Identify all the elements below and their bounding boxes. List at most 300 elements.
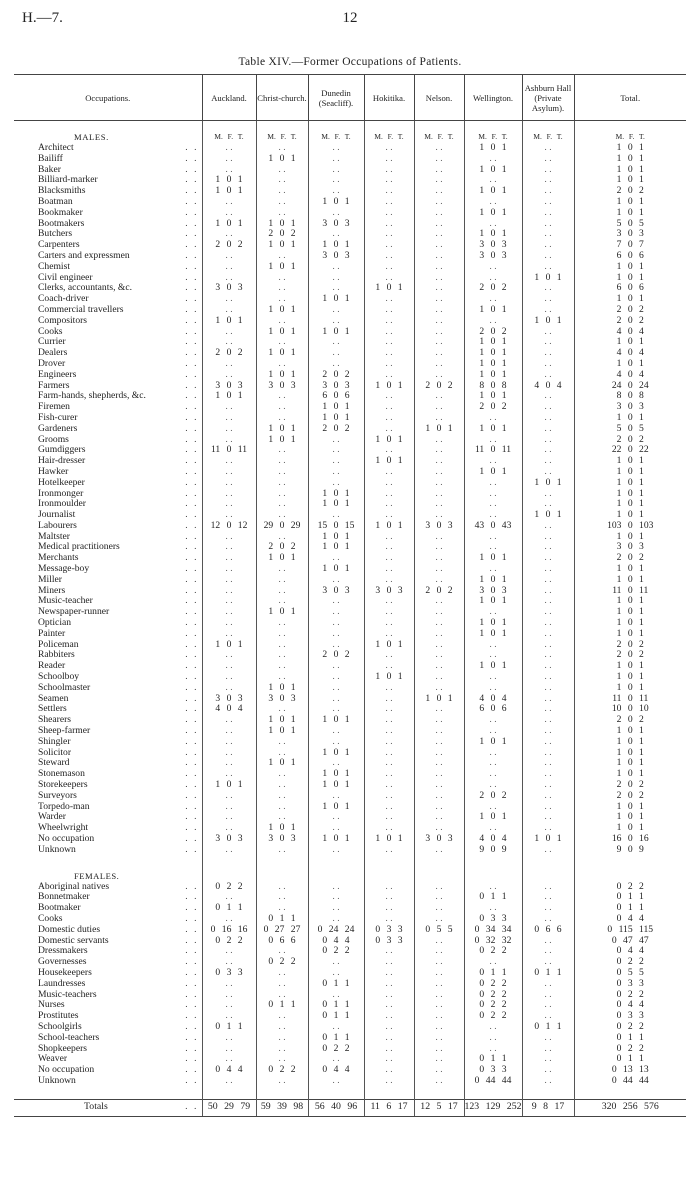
occupation-cell xyxy=(14,413,202,424)
empty-dots: . . xyxy=(225,1000,233,1011)
gap-cell xyxy=(522,1087,574,1100)
count-cell xyxy=(574,661,686,672)
empty-dots: . . xyxy=(278,736,286,747)
table-row xyxy=(14,683,686,694)
leader-dots: . . xyxy=(185,661,199,672)
cell-value: 1 0 1 xyxy=(616,196,644,207)
empty-dots: . . xyxy=(435,946,443,957)
count-cell xyxy=(574,283,686,294)
occupation-wrap xyxy=(38,607,202,618)
count-cell xyxy=(256,143,308,154)
empty-dots: . . xyxy=(278,294,286,305)
occupation-wrap xyxy=(38,251,202,262)
count-cell xyxy=(256,521,308,532)
table-title: Table XIV.—Former Occupations of Patients. xyxy=(238,56,462,68)
occupation-wrap xyxy=(38,532,202,543)
count-cell xyxy=(364,1033,414,1044)
empty-dots: . . xyxy=(278,780,286,791)
count-cell xyxy=(574,1022,686,1033)
count-cell xyxy=(256,618,308,629)
count-cell xyxy=(574,1076,686,1087)
count-cell xyxy=(364,834,414,845)
count-cell xyxy=(308,823,364,834)
gap-cell xyxy=(464,856,522,868)
occupation-wrap xyxy=(38,337,202,348)
count-cell xyxy=(202,370,256,381)
occupation-cell xyxy=(14,532,202,543)
count-cell xyxy=(308,1011,364,1022)
count-cell xyxy=(364,229,414,240)
cell-value: 0 6 6 xyxy=(268,935,296,946)
count-cell xyxy=(464,262,522,273)
occupation-wrap xyxy=(38,1033,202,1044)
empty-dots: . . xyxy=(225,574,233,585)
cell-value: 1 0 1 xyxy=(425,693,453,704)
empty-dots: . . xyxy=(489,903,497,914)
count-cell xyxy=(414,186,464,197)
occupation-wrap xyxy=(38,510,202,521)
count-cell xyxy=(574,240,686,251)
count-cell xyxy=(464,553,522,564)
cell-value: 1 0 1 xyxy=(322,326,350,337)
empty-dots: . . xyxy=(332,693,340,704)
empty-dots: . . xyxy=(544,412,552,423)
count-cell xyxy=(574,968,686,979)
count-cell xyxy=(202,892,256,903)
occupation-cell xyxy=(14,240,202,251)
cell-value: 2 0 2 xyxy=(215,348,243,359)
empty-dots: . . xyxy=(332,812,340,823)
count-cell xyxy=(364,802,414,813)
occupation-cell xyxy=(14,990,202,1001)
col-wellington: Wellington. xyxy=(464,75,522,121)
leader-dots: . . xyxy=(185,639,199,650)
count-cell xyxy=(202,564,256,575)
empty-dots: . . xyxy=(278,989,286,1000)
count-cell xyxy=(464,370,522,381)
table-row xyxy=(14,165,686,176)
occupation-wrap xyxy=(38,812,202,823)
cell-value: 1 0 1 xyxy=(268,434,296,445)
count-cell xyxy=(308,629,364,640)
count-cell xyxy=(364,1011,414,1022)
empty-dots: . . xyxy=(544,935,552,946)
cell-value: 24 0 24 xyxy=(611,380,649,391)
occupation-wrap xyxy=(38,968,202,979)
occupation-name: Laundresses xyxy=(38,978,86,989)
count-cell xyxy=(414,424,464,435)
occupation-cell xyxy=(14,273,202,284)
count-cell xyxy=(308,914,364,925)
cell-value: 1 0 1 xyxy=(616,456,644,467)
occupation-wrap xyxy=(38,489,202,500)
count-cell xyxy=(574,914,686,925)
count-cell xyxy=(522,1022,574,1033)
table-row xyxy=(14,542,686,553)
cell-value: 3 0 3 xyxy=(268,693,296,704)
cell-value: 1 0 1 xyxy=(616,153,644,164)
cell-value: 2 0 2 xyxy=(268,542,296,553)
empty-dots: . . xyxy=(332,1075,340,1086)
empty-dots: . . xyxy=(435,639,443,650)
count-cell xyxy=(574,936,686,947)
count-cell xyxy=(464,979,522,990)
empty-dots: . . xyxy=(435,412,443,423)
count-cell xyxy=(574,780,686,791)
occupation-wrap xyxy=(38,575,202,586)
occupation-wrap xyxy=(38,629,202,640)
count-cell xyxy=(202,1044,256,1055)
count-cell xyxy=(202,769,256,780)
occupation-wrap xyxy=(38,348,202,359)
cell-value: 1 0 1 xyxy=(322,715,350,726)
empty-dots: . . xyxy=(332,143,340,153)
empty-dots: . . xyxy=(435,978,443,989)
occupation-wrap xyxy=(38,957,202,968)
cell-value: 3 0 3 xyxy=(479,585,507,596)
table-row xyxy=(14,661,686,672)
table-row xyxy=(14,1000,686,1011)
empty-dots: . . xyxy=(332,553,340,564)
count-cell xyxy=(522,769,574,780)
count-cell xyxy=(308,424,364,435)
count-cell xyxy=(522,1044,574,1055)
empty-dots: . . xyxy=(544,1054,552,1065)
count-cell xyxy=(414,791,464,802)
count-cell xyxy=(256,661,308,672)
empty-dots: . . xyxy=(435,726,443,737)
count-cell xyxy=(522,903,574,914)
count-cell xyxy=(256,564,308,575)
cell-value: 2 0 2 xyxy=(425,585,453,596)
empty-dots: . . xyxy=(332,823,340,834)
occupation-cell xyxy=(14,672,202,683)
count-cell xyxy=(202,219,256,230)
occupation-name: Aboriginal natives xyxy=(38,881,110,892)
count-cell xyxy=(308,661,364,672)
empty-dots: . . xyxy=(278,661,286,672)
cell-value: 9 0 9 xyxy=(479,844,507,855)
count-cell xyxy=(522,990,574,1001)
occupation-wrap xyxy=(38,316,202,327)
count-cell xyxy=(414,316,464,327)
count-cell xyxy=(202,154,256,165)
cell-value: 2 0 2 xyxy=(479,402,507,413)
leader-dots: . . xyxy=(185,391,199,402)
empty-dots: . . xyxy=(544,175,552,186)
cell-value: 1 0 1 xyxy=(375,834,403,844)
count-cell xyxy=(364,936,414,947)
cell-value: 2 0 2 xyxy=(322,369,350,380)
cell-value: 0 4 4 xyxy=(322,935,350,946)
cell-value: 0 32 32 xyxy=(474,935,512,946)
empty-dots: . . xyxy=(435,348,443,359)
empty-dots: . . xyxy=(435,553,443,564)
count-cell xyxy=(464,467,522,478)
empty-dots: . . xyxy=(278,574,286,585)
empty-dots: . . xyxy=(278,315,286,326)
cell-value: 1 0 1 xyxy=(268,240,296,251)
empty-dots: . . xyxy=(385,903,393,914)
empty-dots: . . xyxy=(278,175,286,186)
table-row xyxy=(14,262,686,273)
cell-value: 1 0 1 xyxy=(268,153,296,164)
empty-dots: . . xyxy=(435,261,443,272)
empty-dots: . . xyxy=(489,542,497,553)
cell-value: 2 0 2 xyxy=(616,186,644,197)
occupation-wrap xyxy=(38,715,202,726)
table-row xyxy=(14,305,686,316)
gap-cell xyxy=(574,1087,686,1100)
occupation-wrap xyxy=(38,143,202,154)
empty-dots: . . xyxy=(278,337,286,348)
count-cell xyxy=(256,769,308,780)
count-cell xyxy=(256,1011,308,1022)
count-cell xyxy=(414,478,464,489)
occupation-cell xyxy=(14,650,202,661)
empty-dots: . . xyxy=(278,283,286,294)
empty-dots: . . xyxy=(435,434,443,445)
count-cell xyxy=(522,812,574,823)
occupation-cell xyxy=(14,381,202,392)
count-cell xyxy=(364,564,414,575)
empty-dots: . . xyxy=(278,196,286,207)
count-cell xyxy=(364,370,414,381)
occupation-cell xyxy=(14,640,202,651)
count-cell xyxy=(464,1044,522,1055)
gap-cell xyxy=(202,856,256,868)
count-cell xyxy=(522,640,574,651)
occupation-name: Music-teachers xyxy=(38,989,97,1000)
count-cell xyxy=(308,596,364,607)
occupation-name: Painter xyxy=(38,628,66,639)
count-cell xyxy=(308,1033,364,1044)
empty-dots: . . xyxy=(278,747,286,758)
occupation-name: Bonnetmaker xyxy=(38,892,90,903)
empty-dots: . . xyxy=(544,1011,552,1022)
count-cell xyxy=(364,758,414,769)
cell-value: 2 0 2 xyxy=(479,283,507,294)
cell-value: 1 0 1 xyxy=(215,639,243,650)
empty-dots: . . xyxy=(225,607,233,618)
occupation-cell xyxy=(14,424,202,435)
empty-dots: . . xyxy=(544,261,552,272)
occupation-name: Cooks xyxy=(38,326,63,337)
count-cell xyxy=(522,618,574,629)
count-cell xyxy=(522,413,574,424)
empty-dots: . . xyxy=(544,337,552,348)
cell-value: 1 0 1 xyxy=(534,477,562,488)
count-cell xyxy=(574,305,686,316)
cell-value: 1 0 1 xyxy=(268,348,296,359)
count-cell xyxy=(574,294,686,305)
empty-dots: . . xyxy=(435,488,443,499)
count-cell xyxy=(308,586,364,597)
empty-dots: . . xyxy=(544,881,552,892)
count-cell xyxy=(464,618,522,629)
empty-dots: . . xyxy=(278,967,286,978)
occupation-wrap xyxy=(38,791,202,802)
column-header-row xyxy=(14,75,686,121)
empty-dots: . . xyxy=(544,574,552,585)
count-cell xyxy=(574,186,686,197)
count-cell xyxy=(364,640,414,651)
occupation-wrap xyxy=(38,596,202,607)
occupation-cell xyxy=(14,726,202,737)
count-cell xyxy=(464,936,522,947)
empty-dots: . . xyxy=(225,892,233,903)
empty-dots: . . xyxy=(332,704,340,715)
cell-value: 1 0 1 xyxy=(268,553,296,564)
count-cell xyxy=(414,575,464,586)
count-cell xyxy=(202,1011,256,1022)
occupation-name: Medical practitioners xyxy=(38,542,120,553)
table-row xyxy=(14,694,686,705)
empty-dots: . . xyxy=(544,682,552,693)
table-row xyxy=(14,737,686,748)
table-row xyxy=(14,936,686,947)
empty-dots: . . xyxy=(332,607,340,618)
empty-dots: . . xyxy=(332,283,340,294)
table-row xyxy=(14,327,686,338)
empty-dots: . . xyxy=(435,196,443,207)
empty-dots: . . xyxy=(489,801,497,812)
count-cell xyxy=(308,165,364,176)
count-cell xyxy=(464,165,522,176)
empty-dots: . . xyxy=(385,769,393,780)
cell-value: 0 1 1 xyxy=(479,967,507,978)
count-cell xyxy=(256,1065,308,1076)
count-cell xyxy=(574,337,686,348)
count-cell xyxy=(308,499,364,510)
occupation-wrap xyxy=(38,903,202,914)
leader-dots: . . xyxy=(185,957,199,968)
table-row xyxy=(14,381,686,392)
empty-dots: . . xyxy=(225,272,233,283)
occupation-wrap xyxy=(38,802,202,813)
count-cell xyxy=(202,979,256,990)
occupation-wrap xyxy=(38,834,202,845)
count-cell xyxy=(414,650,464,661)
count-cell xyxy=(256,672,308,683)
count-cell xyxy=(414,737,464,748)
count-cell xyxy=(364,726,414,737)
occupation-wrap xyxy=(38,467,202,478)
totals-gap xyxy=(14,1087,686,1100)
empty-dots: . . xyxy=(544,164,552,175)
occupation-cell xyxy=(14,1065,202,1076)
occupation-cell xyxy=(14,208,202,219)
total-cell xyxy=(256,1099,308,1116)
cell-value: 2 0 2 xyxy=(479,326,507,337)
table-row xyxy=(14,489,686,500)
count-cell xyxy=(464,348,522,359)
empty-dots: . . xyxy=(278,477,286,488)
gap-cell xyxy=(14,1087,202,1100)
cell-value: 0 2 2 xyxy=(479,1011,507,1022)
count-cell xyxy=(256,489,308,500)
occupation-wrap xyxy=(38,694,202,705)
count-cell xyxy=(202,1033,256,1044)
count-cell xyxy=(364,532,414,543)
empty-dots: . . xyxy=(489,607,497,618)
count-cell xyxy=(464,715,522,726)
empty-dots: . . xyxy=(489,957,497,968)
empty-dots: . . xyxy=(544,978,552,989)
empty-dots: . . xyxy=(544,207,552,218)
empty-dots: . . xyxy=(435,531,443,542)
occupation-name: Ironmoulder xyxy=(38,499,86,510)
empty-dots: . . xyxy=(544,758,552,769)
count-cell xyxy=(522,294,574,305)
empty-dots: . . xyxy=(544,790,552,801)
cell-value: 2 0 2 xyxy=(616,304,644,315)
leader-dots: . . xyxy=(185,704,199,715)
cell-value: 1 0 1 xyxy=(322,499,350,510)
count-cell xyxy=(464,154,522,165)
table-row xyxy=(14,618,686,629)
total-cell xyxy=(464,1099,522,1116)
table-row xyxy=(14,812,686,823)
occupation-name: Cooks xyxy=(38,913,63,924)
count-cell xyxy=(464,564,522,575)
count-cell xyxy=(256,445,308,456)
occupation-name: Fish-curer xyxy=(38,412,78,423)
count-cell xyxy=(464,1022,522,1033)
empty-dots: . . xyxy=(332,207,340,218)
empty-dots: . . xyxy=(332,304,340,315)
count-cell xyxy=(574,650,686,661)
empty-dots: . . xyxy=(385,391,393,402)
empty-dots: . . xyxy=(225,585,233,596)
count-cell xyxy=(574,1044,686,1055)
count-cell xyxy=(464,661,522,672)
count-cell xyxy=(522,251,574,262)
leader-dots: . . xyxy=(185,186,199,197)
empty-dots: . . xyxy=(489,412,497,423)
cell-value: 8 0 8 xyxy=(479,380,507,391)
occupation-cell xyxy=(14,596,202,607)
cell-value: 1 0 1 xyxy=(616,294,644,305)
empty-dots: . . xyxy=(385,715,393,726)
occupation-name: No occupation xyxy=(38,834,95,844)
occupation-name: Compositors xyxy=(38,315,88,326)
page-number: 12 xyxy=(342,10,358,26)
empty-dots: . . xyxy=(225,434,233,445)
leader-dots: . . xyxy=(185,726,199,737)
cell-value: 0 3 3 xyxy=(616,978,644,989)
empty-dots: . . xyxy=(278,402,286,413)
count-cell xyxy=(364,629,414,640)
empty-dots: . . xyxy=(385,978,393,989)
cell-value: 2 0 2 xyxy=(616,650,644,661)
count-cell xyxy=(414,294,464,305)
occupation-cell xyxy=(14,564,202,575)
occupation-wrap xyxy=(38,737,202,748)
count-cell xyxy=(202,575,256,586)
occupation-wrap xyxy=(38,424,202,435)
leader-dots: . . xyxy=(185,780,199,791)
occupation-wrap xyxy=(38,683,202,694)
cell-value: 2 0 2 xyxy=(616,780,644,791)
empty-dots: . . xyxy=(435,175,443,186)
occupation-cell xyxy=(14,542,202,553)
occupation-cell xyxy=(14,327,202,338)
cell-value: 6 0 6 xyxy=(616,250,644,261)
count-cell xyxy=(202,683,256,694)
count-cell xyxy=(414,957,464,968)
occupation-cell xyxy=(14,1044,202,1055)
